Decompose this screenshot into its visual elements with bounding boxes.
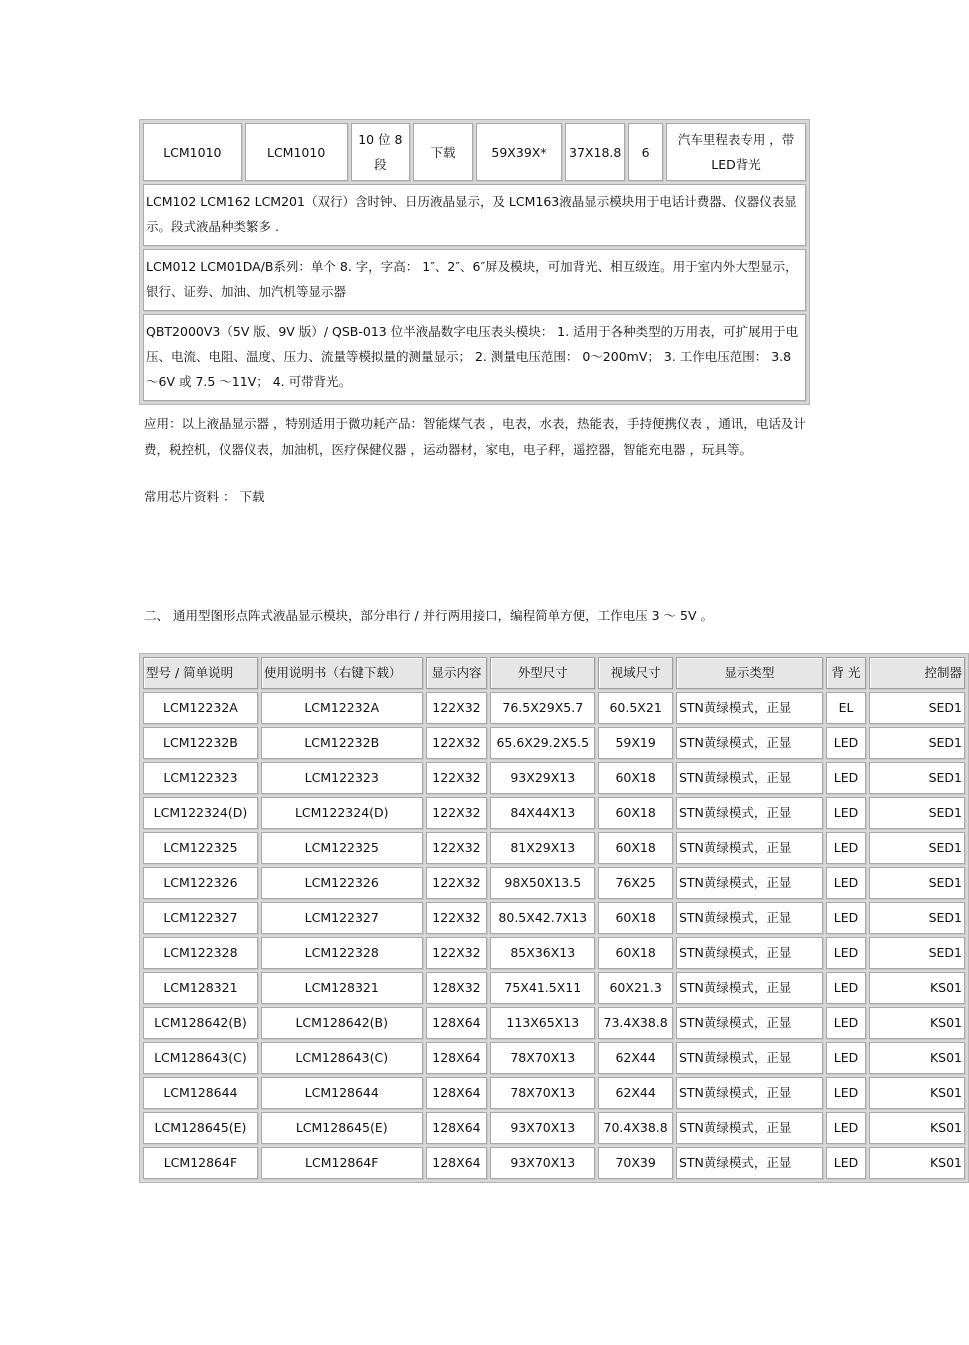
outline-size-cell: 76.5X29X5.7 [490,692,595,724]
model-cell: LCM12232B [143,727,258,759]
column-header: 显示类型 [676,657,823,689]
column-header: 显示内容 [426,657,488,689]
view-size-cell: 70X39 [598,1147,673,1179]
column-header: 型号 / 简单说明 [143,657,258,689]
manual-link[interactable]: LCM122323 [261,762,423,794]
model-cell: LCM122328 [143,937,258,969]
manual-link[interactable]: LCM128643(C) [261,1042,423,1074]
view-size-cell: 60X18 [598,832,673,864]
controller-cell: SED1 [869,692,965,724]
outline-size-cell: 93X70X13 [490,1147,595,1179]
outline-size-cell: 78X70X13 [490,1042,595,1074]
application-paragraph: 应用：以上液晶显示器 ，特别适用于微功耗产品：智能煤气表 ，电表，水表，热能表，手持便携仪表 ，通讯，电话及计费，税控机，仪器仪表，加油机，医疗保健仪器 ，运动器材，家电，电子秤，遥控器，智能充电器 ，玩具等。 [144,416,806,457]
description-cell: LCM102 LCM162 LCM201（双行）含时钟、日历液晶显示，及 LCM163液晶显示模块用于电话计费器、仪器仪表显示。段式液晶种类繁多 . [143,184,806,246]
display-type-cell: STN黄绿模式，正显 [676,1007,823,1039]
table-row [143,1147,965,1179]
backlight-cell: LED [826,727,866,759]
display-type-cell: STN黄绿模式，正显 [676,902,823,934]
controller-cell: KS01 [869,1007,965,1039]
graphic-lcd-table [139,653,969,1183]
model-cell: LCM122324(D) [143,797,258,829]
controller-cell: SED1 [869,902,965,934]
display-content-cell: 128X32 [426,972,488,1004]
controller-cell: SED1 [869,727,965,759]
display-type-cell: STN黄绿模式，正显 [676,937,823,969]
display-type-cell: STN黄绿模式，正显 [676,1112,823,1144]
controller-cell: SED1 [869,797,965,829]
column-header: 视域尺寸 [598,657,673,689]
controller-cell: KS01 [869,1147,965,1179]
table-row [143,762,965,794]
controller-cell: SED1 [869,937,965,969]
table-header-row [143,657,965,689]
view-size-cell: 60.5X21 [598,692,673,724]
outline-size-cell: 84X44X13 [490,797,595,829]
outline-size-cell: 65.6X29.2X5.5 [490,727,595,759]
manual-link[interactable]: LCM128644 [261,1077,423,1109]
manual-link[interactable]: LCM128321 [261,972,423,1004]
table-row [143,123,806,181]
display-type-cell: STN黄绿模式，正显 [676,1147,823,1179]
description-cell: LCM012 LCM01DA/B系列：单个 8. 字，字高： 1″、2″、6″屏及模块，可加背光、相互级连。用于室内外大型显示，银行、证券、加油、加汽机等显示器 [143,249,806,311]
display-content-cell: 122X32 [426,727,488,759]
backlight-cell: LED [826,797,866,829]
download-link[interactable]: 下载 [413,123,473,181]
outline-size-cell: 78X70X13 [490,1077,595,1109]
outline-size-cell: 93X29X13 [490,762,595,794]
model-cell: LCM122323 [143,762,258,794]
view-size-cell: 60X18 [598,797,673,829]
view-size-cell: 60X18 [598,762,673,794]
view-size-cell: 60X18 [598,902,673,934]
display-content-cell: 128X64 [426,1007,488,1039]
table-row [143,692,965,724]
outline-size-cell: 93X70X13 [490,1112,595,1144]
outline-size-cell: 59X39X* [476,123,562,181]
table-row [143,937,965,969]
manual-link[interactable]: LCM128642(B) [261,1007,423,1039]
view-size-cell: 70.4X38.8 [598,1112,673,1144]
display-content-cell: 128X64 [426,1042,488,1074]
model-cell: LCM122327 [143,902,258,934]
outline-size-cell: 81X29X13 [490,832,595,864]
table-row [143,867,965,899]
display-content-cell: 122X32 [426,692,488,724]
model-cell: LCM128321 [143,972,258,1004]
view-size-cell: 60X21.3 [598,972,673,1004]
controller-cell: SED1 [869,867,965,899]
table-row [143,797,965,829]
column-header: 控制器 [869,657,965,689]
controller-cell: KS01 [869,972,965,1004]
table-row [143,902,965,934]
manual-link[interactable]: LCM122328 [261,937,423,969]
column-header: 使用说明书（右键下载） [261,657,423,689]
model-cell: LCM128644 [143,1077,258,1109]
manual-link[interactable]: LCM122325 [261,832,423,864]
view-size-cell: 60X18 [598,937,673,969]
display-content-cell: 122X32 [426,867,488,899]
manual-link[interactable]: LCM128645(E) [261,1112,423,1144]
table-row [143,184,806,246]
display-type-cell: STN黄绿模式，正显 [676,797,823,829]
controller-cell: SED1 [869,832,965,864]
backlight-cell: LED [826,1042,866,1074]
model-cell: LCM128643(C) [143,1042,258,1074]
display-type-cell: STN黄绿模式，正显 [676,727,823,759]
display-type-cell: STN黄绿模式，正显 [676,1077,823,1109]
controller-cell: SED1 [869,762,965,794]
model-cell: LCM128645(E) [143,1112,258,1144]
backlight-cell: LED [826,902,866,934]
backlight-cell: LED [826,867,866,899]
backlight-cell: LED [826,1077,866,1109]
outline-size-cell: 98X50X13.5 [490,867,595,899]
table-row [143,314,806,401]
display-content-cell: 128X64 [426,1147,488,1179]
manual-link[interactable]: LCM122327 [261,902,423,934]
model-cell: LCM12232A [143,692,258,724]
backlight-cell: LED [826,1112,866,1144]
segment-lcd-table [139,119,810,405]
table-row [143,1112,965,1144]
view-size-cell: 37X18.8 [565,123,625,181]
manual-link[interactable]: LCM12232A [261,692,423,724]
display-type-cell: STN黄绿模式，正显 [676,832,823,864]
column-header: 外型尺寸 [490,657,595,689]
controller-cell: KS01 [869,1077,965,1109]
controller-cell: KS01 [869,1042,965,1074]
manual-link[interactable]: LCM12232B [261,727,423,759]
display-content-cell: 122X32 [426,937,488,969]
table-row [143,832,965,864]
backlight-cell: EL [826,692,866,724]
manual-link[interactable]: LCM1010 [245,123,348,181]
model-cell: LCM122325 [143,832,258,864]
table-row [143,1077,965,1109]
model-cell: LCM122326 [143,867,258,899]
display-type-cell: STN黄绿模式，正显 [676,692,823,724]
backlight-cell: LED [826,937,866,969]
display-content-cell: 128X64 [426,1112,488,1144]
column-header: 背 光 [826,657,866,689]
section-heading: 二、 通用型图形点阵式液晶显示模块，部分串行 / 并行两用接口，编程简单方便，工作电压 3 ～ 5V 。 [144,608,713,623]
remark-cell: 汽车里程表专用 ，带 LED背光 [666,123,806,181]
display-type-cell: STN黄绿模式，正显 [676,1042,823,1074]
manual-link[interactable]: LCM12864F [261,1147,423,1179]
table-row [143,1042,965,1074]
table-row [143,1007,965,1039]
display-content-cell: 122X32 [426,832,488,864]
backlight-cell: LED [826,832,866,864]
backlight-cell: LED [826,1007,866,1039]
chip-download-link[interactable]: 下载 [239,489,265,504]
view-size-cell: 76X25 [598,867,673,899]
table-row [143,249,806,311]
backlight-cell: LED [826,1147,866,1179]
model-cell: LCM12864F [143,1147,258,1179]
outline-size-cell: 85X36X13 [490,937,595,969]
model-cell: LCM1010 [143,123,242,181]
display-content-cell: 128X64 [426,1077,488,1109]
controller-cell: KS01 [869,1112,965,1144]
view-size-cell: 73.4X38.8 [598,1007,673,1039]
chip-info-line [144,484,814,510]
view-size-cell: 62X44 [598,1042,673,1074]
display-content-cell: 122X32 [426,762,488,794]
display-content-cell: 122X32 [426,902,488,934]
display-type-cell: STN黄绿模式，正显 [676,972,823,1004]
manual-link[interactable]: LCM122324(D) [261,797,423,829]
view-size-cell: 62X44 [598,1077,673,1109]
table-row [143,727,965,759]
count-cell: 6 [628,123,663,181]
backlight-cell: LED [826,762,866,794]
chip-info-label: 常用芯片资料 ： [144,489,236,504]
backlight-cell: LED [826,972,866,1004]
model-cell: LCM128642(B) [143,1007,258,1039]
display-content-cell: 10 位 8 段 [351,123,411,181]
description-cell: QBT2000V3（5V 版、9V 版）/ QSB-013 位半液晶数字电压表头模块： 1. 适用于各种类型的万用表，可扩展用于电压、电流、电阻、温度、压力、流量等模拟量的测量显示； 2. 测量电压范围： 0～200mV； 3. 工作电压范围： 3.8 ～6V 或 7.5 ～11V； 4. 可带背光。 [143,314,806,401]
outline-size-cell: 80.5X42.7X13 [490,902,595,934]
manual-link[interactable]: LCM122326 [261,867,423,899]
view-size-cell: 59X19 [598,727,673,759]
outline-size-cell: 113X65X13 [490,1007,595,1039]
outline-size-cell: 75X41.5X11 [490,972,595,1004]
display-content-cell: 122X32 [426,797,488,829]
display-type-cell: STN黄绿模式，正显 [676,762,823,794]
display-type-cell: STN黄绿模式，正显 [676,867,823,899]
table-row [143,972,965,1004]
